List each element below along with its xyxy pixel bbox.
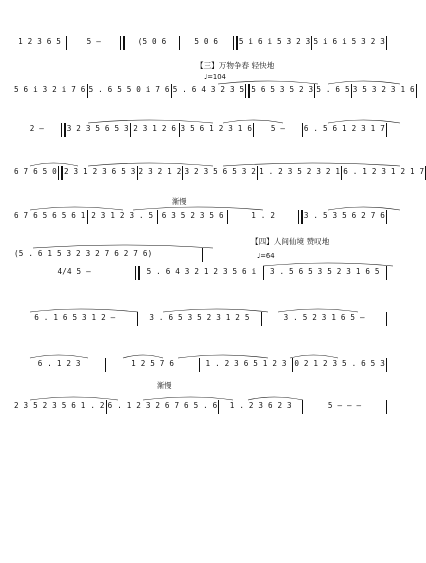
measure: 3 2 3 5 6 5 3 [66, 124, 129, 133]
score-line [14, 264, 388, 284]
measure: 5 . 6 4 3 2 3 5 [172, 85, 245, 94]
measure: 3 . 5 3 5 6 2 7 6 [303, 211, 386, 220]
measure: (5 . 6 1 5 3 2 3 2 7 6 2 7 6) [14, 249, 153, 258]
measure: 6 . 1 2 3 2 6 7 6 5 . 6 [107, 401, 218, 410]
tempo-marking: ♩=64 [257, 252, 275, 260]
measure: 1 . 2 3 6 5 1 2 3 [205, 359, 287, 368]
measure: 2 3 1 2 6 [133, 124, 177, 133]
score-line [14, 208, 388, 228]
measure: 5 i 6 i 5 3 2 3 [238, 37, 311, 46]
measure: 3 5 6 1 2 3 1 6 [180, 124, 253, 133]
measure: 5 . 6 5 5 0 i 7 6 [88, 85, 170, 94]
measure: 3 . 5 6 5 3 5 2 3 1 6 5 [269, 267, 380, 276]
measure: 5 . 6 5 [316, 85, 350, 94]
measure: 3 . 5 2 3 1 6 5 – [283, 313, 365, 322]
measure: 1 2 3 6 5 [18, 37, 62, 46]
measure: 6 . 1 2 3 [37, 359, 81, 368]
score-line [14, 356, 388, 376]
measure: 1 . 2 3 5 2 3 2 1 [259, 167, 341, 176]
measure: 3 2 3 5 6 5 3 2 [184, 167, 257, 176]
score-line [14, 82, 415, 102]
measure: 3 . 6 5 3 5 2 3 1 2 5 [149, 313, 250, 322]
score-line [14, 121, 388, 141]
measure: 1 2 5 7 6 [131, 359, 175, 368]
section-heading: 【三】万物争春 轻快地 [196, 61, 275, 70]
tempo-change-label: 渐慢 [172, 197, 187, 206]
measure: 5 6 i 3 2 i 7 6 [14, 85, 86, 94]
measure: 5 6 5 3 5 2 3 [251, 85, 314, 94]
measure: 5 – – – [327, 401, 362, 410]
measure: 5 0 6 [194, 37, 219, 46]
measure: 2 – [29, 124, 45, 133]
measure: 6 . 1 6 5 3 1 2 – [34, 313, 116, 322]
measure: 2 3 5 2 3 5 6 1 . 2 [14, 401, 105, 410]
score-line [14, 246, 204, 266]
measure: 6 . 1 2 3 1 2 1 7 [343, 167, 425, 176]
measure: 3 5 3 2 3 1 6 [352, 85, 415, 94]
measure: 6 7 6 5 0 [14, 167, 57, 176]
measure: 6 . 5 6 1 2 3 1 7 [303, 124, 385, 133]
measure: 2 3 1 2 3 . 5 [91, 211, 154, 220]
score-line [14, 164, 425, 184]
measure: 2 3 2 1 2 [138, 167, 182, 176]
measure: 5 i 6 i 5 3 2 3 [313, 37, 386, 46]
score-line [14, 34, 388, 54]
measure: 5 . 6 4 3 2 1 2 3 5 6 i [146, 267, 257, 276]
section-heading: 【四】人间仙境 赞叹地 [251, 237, 330, 246]
measure: 6 7 6 5 6 5 6 1 [14, 211, 86, 220]
measure: 2 3 1 2 3 6 5 3 [63, 167, 136, 176]
measure: 5 – [270, 124, 286, 133]
measure: 1 . 2 3 6 2 3 [229, 401, 292, 410]
measure: 5 – [86, 37, 101, 46]
measure: 1 . 2 [251, 211, 276, 220]
tempo-marking: ♩=104 [204, 73, 226, 81]
score-line [14, 398, 388, 418]
tempo-change-label: 渐慢 [157, 381, 172, 390]
measure: 0 2 1 2 3 5 . 6 5 3 [294, 359, 385, 368]
measure: 6 3 5 2 3 5 6 [161, 211, 224, 220]
measure: (5 0 6 [137, 37, 167, 46]
score-line [14, 310, 388, 330]
measure: 4/4 5 – [57, 267, 91, 276]
